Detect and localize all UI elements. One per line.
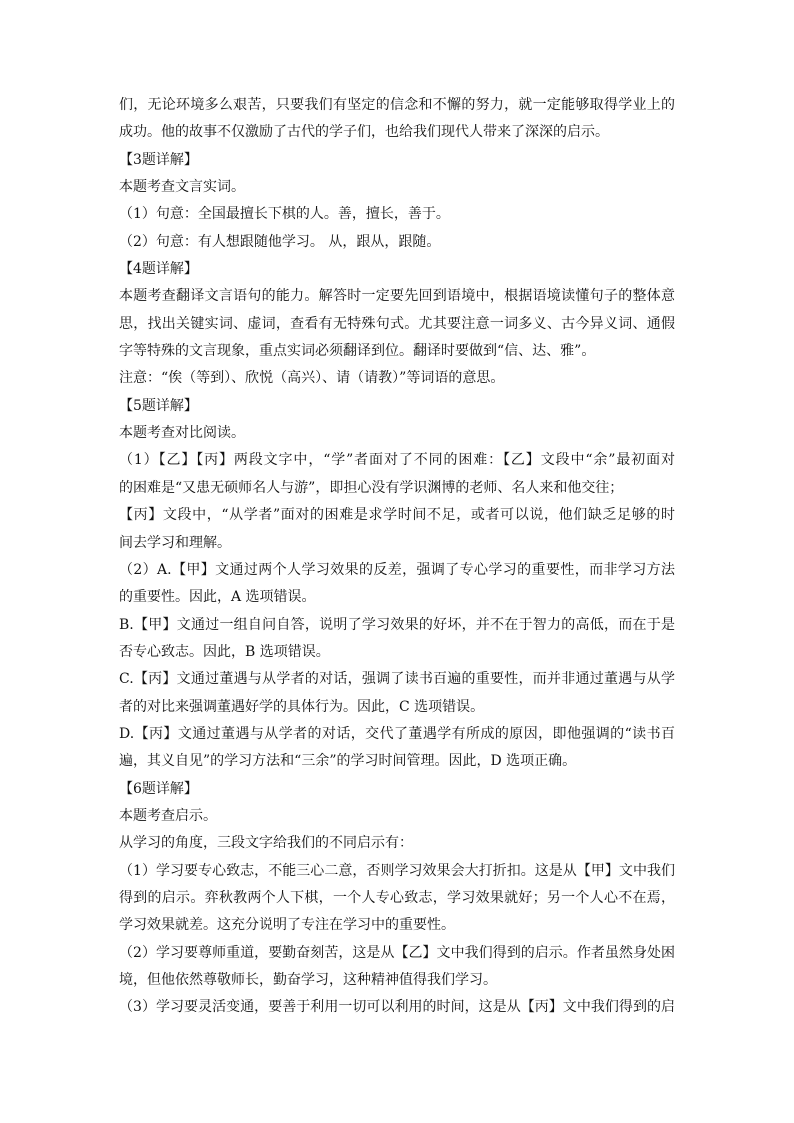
text-line: （2）句意：有人想跟随他学习。 从，跟从，跟随。 xyxy=(119,233,441,250)
text-line: （2）A.【甲】文通过两个人学习效果的反差，强调了专心学习的重要性，而非学习方法 xyxy=(119,561,675,578)
text-line: 【丙】文段中，“从学者”面对的困难是求学时间不足，或者可以说，他们缺乏足够的时 xyxy=(119,507,675,524)
document-page xyxy=(119,92,675,1022)
text-line: 【6题详解】 xyxy=(119,780,198,797)
text-line: B.【甲】文通过一组自问自答，说明了学习效果的好坏，并不在于智力的高低，而在于是 xyxy=(119,616,675,633)
text-line: 思，找出关键实词、虚词，查看有无特殊句式。尤其要注意一词多义、古今异义词、通假 xyxy=(119,315,675,332)
text-line: 本题考查文言实词。 xyxy=(119,179,245,196)
text-line: 学习效果就差。这充分说明了专注在学习中的重要性。 xyxy=(119,917,455,934)
text-line: 者的对比来强调董遇好学的具体行为。因此，C 选项错误。 xyxy=(119,698,485,715)
text-line: 【3题详解】 xyxy=(119,151,198,168)
text-line: 的重要性。因此，A 选项错误。 xyxy=(119,589,316,606)
text-line: C.【丙】文通过董遇与从学者的对话，强调了读书百遍的重要性，而并非通过董遇与从学 xyxy=(119,671,675,688)
text-line: 的困难是“又患无硕师名人与游”，即担心没有学识渊博的老师、名人来和他交往； xyxy=(119,479,624,496)
text-line: （2）学习要尊师重道，要勤奋刻苦，这是从【乙】文中我们得到的启示。作者虽然身处困 xyxy=(119,944,675,961)
text-line: （1）学习要专心致志，不能三心二意，否则学习效果会大打折扣。这是从【甲】文中我们 xyxy=(119,862,675,879)
text-line: （1）【乙】【丙】两段文字中，“学”者面对了不同的困难：【乙】文段中“余”最初面对 xyxy=(119,452,675,469)
text-line: 否专心致志。因此，B 选项错误。 xyxy=(119,643,330,660)
text-line: D.【丙】文通过董遇与从学者的对话，交代了董遇学有所成的原因，即他强调的“读书百 xyxy=(119,725,675,742)
text-line: 字等特殊的文言现象，重点实词必须翻译到位。翻译时要做到“信、达、雅”。 xyxy=(119,343,596,360)
text-line: 们，无论环境多么艰苦，只要我们有坚定的信念和不懈的努力，就一定能够取得学业上的 xyxy=(119,97,675,113)
text-line: 注意：“俟（等到）、欣悦（高兴）、请（请教）”等词语的意思。 xyxy=(119,370,505,387)
text-line: 【5题详解】 xyxy=(119,397,198,414)
text-line: （3）学习要灵活变通，要善于利用一切可以利用的时间，这是从【丙】文中我们得到的启 xyxy=(119,999,675,1016)
text-line: 【4题详解】 xyxy=(119,261,198,278)
text-line: 从学习的角度，三段文字给我们的不同启示有： xyxy=(119,835,413,852)
text-line: 间去学习和理解。 xyxy=(119,534,231,551)
text-line: 本题考查对比阅读。 xyxy=(119,425,245,442)
text-line: 本题考查启示。 xyxy=(119,807,217,824)
text-line: 境，但他依然尊敬师长，勤奋学习，这种精神值得我们学习。 xyxy=(119,972,497,988)
text-line: 成功。他的故事不仅激励了古代的学子们，也给我们现代人带来了深深的启示。 xyxy=(119,124,609,141)
text-line: 得到的启示。弈秋教两个人下棋，一个人专心致志，学习效果就好；另一个人心不在焉， xyxy=(119,889,675,906)
text-line: （1）句意：全国最擅长下棋的人。善，擅长，善于。 xyxy=(119,206,450,223)
text-line: 本题考查翻译文言语句的能力。解答时一定要先回到语境中，根据语境读懂句子的整体意 xyxy=(119,288,675,305)
text-line: 遍，其义自见”的学习方法和“三余”的学习时间管理。因此，D 选项正确。 xyxy=(119,753,577,770)
